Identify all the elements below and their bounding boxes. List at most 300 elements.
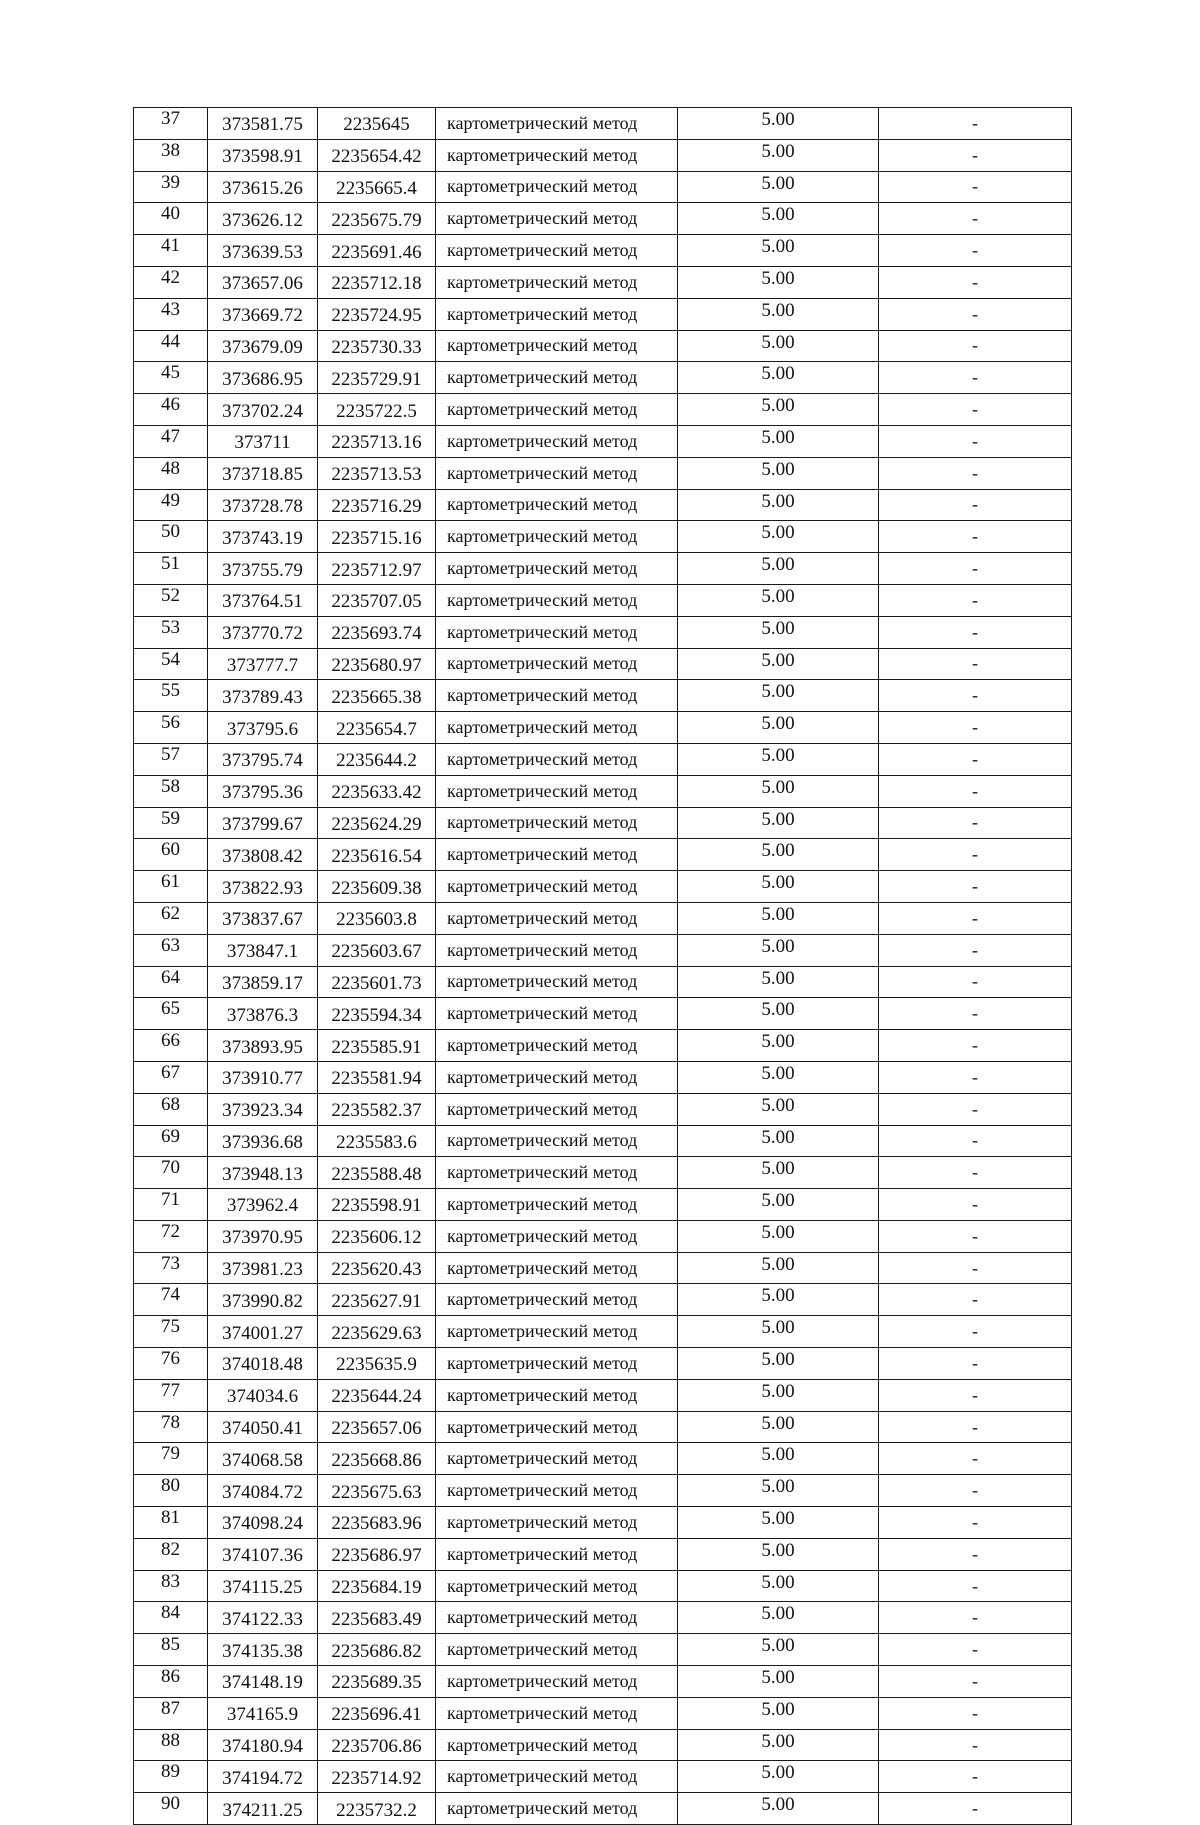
accuracy-cell: 5.00: [678, 1761, 879, 1793]
accuracy-cell: 5.00: [678, 1125, 879, 1157]
coordinate-y-cell: 2235654.42: [318, 139, 436, 171]
method-cell: картометрический метод: [436, 839, 678, 871]
accuracy-cell: 5.00: [678, 966, 879, 998]
table-row: [134, 1284, 1072, 1316]
accuracy-cell: 5.00: [678, 266, 879, 298]
note-cell: -: [879, 1125, 1072, 1157]
coordinate-x-cell: 374122.33: [208, 1602, 318, 1634]
note-cell: -: [879, 1061, 1072, 1093]
accuracy-cell: 5.00: [678, 1220, 879, 1252]
table-row: [134, 712, 1072, 744]
coordinate-y-cell: 2235657.06: [318, 1411, 436, 1443]
table-row: [134, 1220, 1072, 1252]
coordinate-y-cell: 2235624.29: [318, 807, 436, 839]
note-cell: -: [879, 1220, 1072, 1252]
method-cell: картометрический метод: [436, 680, 678, 712]
method-cell: картометрический метод: [436, 266, 678, 298]
point-number-cell: 64: [134, 966, 208, 998]
table-row: [134, 680, 1072, 712]
method-cell: картометрический метод: [436, 1316, 678, 1348]
note-cell: -: [879, 1252, 1072, 1284]
accuracy-cell: 5.00: [678, 680, 879, 712]
accuracy-cell: 5.00: [678, 457, 879, 489]
note-cell: -: [879, 1634, 1072, 1666]
coordinate-x-cell: 374084.72: [208, 1475, 318, 1507]
table-row: [134, 266, 1072, 298]
method-cell: картометрический метод: [436, 1666, 678, 1698]
method-cell: картометрический метод: [436, 966, 678, 998]
coordinate-y-cell: 2235689.35: [318, 1666, 436, 1698]
coordinate-y-cell: 2235665.4: [318, 171, 436, 203]
method-cell: картометрический метод: [436, 1634, 678, 1666]
point-number-cell: 63: [134, 934, 208, 966]
point-number-cell: 58: [134, 775, 208, 807]
table-row: [134, 1316, 1072, 1348]
accuracy-cell: 5.00: [678, 1379, 879, 1411]
coordinate-x-cell: 373718.85: [208, 457, 318, 489]
note-cell: -: [879, 1666, 1072, 1698]
coordinate-y-cell: 2235616.54: [318, 839, 436, 871]
method-cell: картометрический метод: [436, 648, 678, 680]
coordinate-x-cell: 374034.6: [208, 1379, 318, 1411]
point-number-cell: 86: [134, 1666, 208, 1698]
point-number-cell: 39: [134, 171, 208, 203]
point-number-cell: 38: [134, 139, 208, 171]
method-cell: картометрический метод: [436, 1761, 678, 1793]
table-row: [134, 934, 1072, 966]
point-number-cell: 73: [134, 1252, 208, 1284]
point-number-cell: 76: [134, 1348, 208, 1380]
table-row: [134, 743, 1072, 775]
coordinate-x-cell: 373755.79: [208, 553, 318, 585]
table-row: [134, 108, 1072, 140]
accuracy-cell: 5.00: [678, 1793, 879, 1825]
point-number-cell: 41: [134, 235, 208, 267]
point-number-cell: 49: [134, 489, 208, 521]
table-row: [134, 1125, 1072, 1157]
method-cell: картометрический метод: [436, 1379, 678, 1411]
point-number-cell: 40: [134, 203, 208, 235]
coordinate-x-cell: 374115.25: [208, 1570, 318, 1602]
point-number-cell: 81: [134, 1507, 208, 1539]
accuracy-cell: 5.00: [678, 203, 879, 235]
coordinate-x-cell: 373970.95: [208, 1220, 318, 1252]
note-cell: -: [879, 235, 1072, 267]
coordinate-x-cell: 373777.7: [208, 648, 318, 680]
accuracy-cell: 5.00: [678, 1666, 879, 1698]
coordinate-x-cell: 373581.75: [208, 108, 318, 140]
coordinate-x-cell: 373728.78: [208, 489, 318, 521]
accuracy-cell: 5.00: [678, 1061, 879, 1093]
note-cell: -: [879, 712, 1072, 744]
note-cell: -: [879, 108, 1072, 140]
table-row: [134, 457, 1072, 489]
point-number-cell: 84: [134, 1602, 208, 1634]
coordinate-y-cell: 2235707.05: [318, 584, 436, 616]
coordinate-y-cell: 2235696.41: [318, 1697, 436, 1729]
note-cell: -: [879, 553, 1072, 585]
note-cell: -: [879, 966, 1072, 998]
coordinate-x-cell: 373626.12: [208, 203, 318, 235]
point-number-cell: 88: [134, 1729, 208, 1761]
coordinate-y-cell: 2235585.91: [318, 1030, 436, 1062]
coordinate-y-cell: 2235691.46: [318, 235, 436, 267]
accuracy-cell: 5.00: [678, 998, 879, 1030]
method-cell: картометрический метод: [436, 1411, 678, 1443]
note-cell: -: [879, 457, 1072, 489]
note-cell: -: [879, 1030, 1072, 1062]
table-row: [134, 1189, 1072, 1221]
coordinate-y-cell: 2235706.86: [318, 1729, 436, 1761]
method-cell: картометрический метод: [436, 1538, 678, 1570]
coordinate-y-cell: 2235582.37: [318, 1093, 436, 1125]
note-cell: -: [879, 203, 1072, 235]
coordinate-y-cell: 2235715.16: [318, 521, 436, 553]
method-cell: картометрический метод: [436, 1061, 678, 1093]
coordinate-y-cell: 2235583.6: [318, 1125, 436, 1157]
table-row: [134, 489, 1072, 521]
accuracy-cell: 5.00: [678, 521, 879, 553]
coordinate-x-cell: 373876.3: [208, 998, 318, 1030]
point-number-cell: 78: [134, 1411, 208, 1443]
coordinate-y-cell: 2235680.97: [318, 648, 436, 680]
table-row: [134, 775, 1072, 807]
point-number-cell: 50: [134, 521, 208, 553]
point-number-cell: 45: [134, 362, 208, 394]
method-cell: картометрический метод: [436, 1348, 678, 1380]
accuracy-cell: 5.00: [678, 1252, 879, 1284]
point-number-cell: 75: [134, 1316, 208, 1348]
table-row: [134, 1697, 1072, 1729]
accuracy-cell: 5.00: [678, 1697, 879, 1729]
point-number-cell: 82: [134, 1538, 208, 1570]
table-row: [134, 235, 1072, 267]
accuracy-cell: 5.00: [678, 1634, 879, 1666]
point-number-cell: 90: [134, 1793, 208, 1825]
table-row: [134, 1030, 1072, 1062]
method-cell: картометрический метод: [436, 584, 678, 616]
method-cell: картометрический метод: [436, 553, 678, 585]
table-row: [134, 1666, 1072, 1698]
method-cell: картометрический метод: [436, 902, 678, 934]
coordinate-y-cell: 2235644.24: [318, 1379, 436, 1411]
note-cell: -: [879, 648, 1072, 680]
point-number-cell: 56: [134, 712, 208, 744]
table-row: [134, 330, 1072, 362]
coordinate-x-cell: 373837.67: [208, 902, 318, 934]
accuracy-cell: 5.00: [678, 743, 879, 775]
coordinate-y-cell: 2235714.92: [318, 1761, 436, 1793]
method-cell: картометрический метод: [436, 1443, 678, 1475]
point-number-cell: 54: [134, 648, 208, 680]
table-row: [134, 1507, 1072, 1539]
accuracy-cell: 5.00: [678, 1030, 879, 1062]
method-cell: картометрический метод: [436, 743, 678, 775]
coordinate-y-cell: 2235722.5: [318, 394, 436, 426]
accuracy-cell: 5.00: [678, 108, 879, 140]
note-cell: -: [879, 489, 1072, 521]
note-cell: -: [879, 171, 1072, 203]
method-cell: картометрический метод: [436, 1507, 678, 1539]
coordinate-x-cell: 373711: [208, 425, 318, 457]
method-cell: картометрический метод: [436, 1220, 678, 1252]
point-number-cell: 68: [134, 1093, 208, 1125]
coordinate-x-cell: 373669.72: [208, 298, 318, 330]
note-cell: -: [879, 1602, 1072, 1634]
point-number-cell: 74: [134, 1284, 208, 1316]
method-cell: картометрический метод: [436, 1570, 678, 1602]
coordinate-y-cell: 2235712.18: [318, 266, 436, 298]
accuracy-cell: 5.00: [678, 1348, 879, 1380]
accuracy-cell: 5.00: [678, 648, 879, 680]
coordinate-y-cell: 2235603.8: [318, 902, 436, 934]
method-cell: картометрический метод: [436, 203, 678, 235]
point-number-cell: 72: [134, 1220, 208, 1252]
coordinate-y-cell: 2235683.96: [318, 1507, 436, 1539]
point-number-cell: 80: [134, 1475, 208, 1507]
coordinate-y-cell: 2235645: [318, 108, 436, 140]
coordinate-x-cell: 374194.72: [208, 1761, 318, 1793]
method-cell: картометрический метод: [436, 934, 678, 966]
table-row: [134, 1093, 1072, 1125]
method-cell: картометрический метод: [436, 1252, 678, 1284]
table-row: [134, 1729, 1072, 1761]
point-number-cell: 43: [134, 298, 208, 330]
coordinate-y-cell: 2235629.63: [318, 1316, 436, 1348]
coordinate-y-cell: 2235633.42: [318, 775, 436, 807]
accuracy-cell: 5.00: [678, 807, 879, 839]
note-cell: -: [879, 521, 1072, 553]
point-number-cell: 59: [134, 807, 208, 839]
coordinate-x-cell: 373679.09: [208, 330, 318, 362]
coordinate-x-cell: 373789.43: [208, 680, 318, 712]
accuracy-cell: 5.00: [678, 1538, 879, 1570]
table-row: [134, 425, 1072, 457]
accuracy-cell: 5.00: [678, 394, 879, 426]
table-row: [134, 521, 1072, 553]
table-row: [134, 298, 1072, 330]
method-cell: картометрический метод: [436, 362, 678, 394]
method-cell: картометрический метод: [436, 871, 678, 903]
coordinate-y-cell: 2235601.73: [318, 966, 436, 998]
point-number-cell: 57: [134, 743, 208, 775]
coordinate-x-cell: 373859.17: [208, 966, 318, 998]
coordinate-x-cell: 373657.06: [208, 266, 318, 298]
coordinate-y-cell: 2235665.38: [318, 680, 436, 712]
coordinate-y-cell: 2235724.95: [318, 298, 436, 330]
accuracy-cell: 5.00: [678, 616, 879, 648]
coordinate-x-cell: 373770.72: [208, 616, 318, 648]
note-cell: -: [879, 1284, 1072, 1316]
coordinate-y-cell: 2235684.19: [318, 1570, 436, 1602]
method-cell: картометрический метод: [436, 235, 678, 267]
note-cell: -: [879, 394, 1072, 426]
point-number-cell: 51: [134, 553, 208, 585]
note-cell: -: [879, 330, 1072, 362]
method-cell: картометрический метод: [436, 807, 678, 839]
note-cell: -: [879, 425, 1072, 457]
point-number-cell: 69: [134, 1125, 208, 1157]
coordinate-x-cell: 374018.48: [208, 1348, 318, 1380]
accuracy-cell: 5.00: [678, 1507, 879, 1539]
table-row: [134, 171, 1072, 203]
point-number-cell: 52: [134, 584, 208, 616]
coordinate-x-cell: 374148.19: [208, 1666, 318, 1698]
accuracy-cell: 5.00: [678, 871, 879, 903]
table-row: [134, 1348, 1072, 1380]
point-number-cell: 42: [134, 266, 208, 298]
coordinate-y-cell: 2235675.63: [318, 1475, 436, 1507]
note-cell: -: [879, 871, 1072, 903]
coordinate-x-cell: 374211.25: [208, 1793, 318, 1825]
coordinate-y-cell: 2235588.48: [318, 1157, 436, 1189]
method-cell: картометрический метод: [436, 1157, 678, 1189]
table-row: [134, 648, 1072, 680]
point-number-cell: 47: [134, 425, 208, 457]
point-number-cell: 87: [134, 1697, 208, 1729]
point-number-cell: 53: [134, 616, 208, 648]
coordinate-y-cell: 2235732.2: [318, 1793, 436, 1825]
note-cell: -: [879, 839, 1072, 871]
point-number-cell: 46: [134, 394, 208, 426]
note-cell: -: [879, 998, 1072, 1030]
point-number-cell: 65: [134, 998, 208, 1030]
accuracy-cell: 5.00: [678, 1093, 879, 1125]
method-cell: картометрический метод: [436, 1475, 678, 1507]
point-number-cell: 77: [134, 1379, 208, 1411]
method-cell: картометрический метод: [436, 457, 678, 489]
point-number-cell: 89: [134, 1761, 208, 1793]
table-row: [134, 394, 1072, 426]
coordinate-x-cell: 374107.36: [208, 1538, 318, 1570]
method-cell: картометрический метод: [436, 425, 678, 457]
note-cell: -: [879, 1761, 1072, 1793]
coordinate-x-cell: 373743.19: [208, 521, 318, 553]
coordinate-x-cell: 373795.36: [208, 775, 318, 807]
table-row: [134, 553, 1072, 585]
table-row: [134, 1602, 1072, 1634]
point-number-cell: 37: [134, 108, 208, 140]
table-row: [134, 203, 1072, 235]
accuracy-cell: 5.00: [678, 1411, 879, 1443]
point-number-cell: 67: [134, 1061, 208, 1093]
method-cell: картометрический метод: [436, 171, 678, 203]
note-cell: -: [879, 1157, 1072, 1189]
point-number-cell: 79: [134, 1443, 208, 1475]
coordinate-y-cell: 2235716.29: [318, 489, 436, 521]
table-row: [134, 1252, 1072, 1284]
accuracy-cell: 5.00: [678, 712, 879, 744]
accuracy-cell: 5.00: [678, 171, 879, 203]
method-cell: картометрический метод: [436, 998, 678, 1030]
method-cell: картометрический метод: [436, 1602, 678, 1634]
table-row: [134, 839, 1072, 871]
accuracy-cell: 5.00: [678, 425, 879, 457]
accuracy-cell: 5.00: [678, 1475, 879, 1507]
point-number-cell: 85: [134, 1634, 208, 1666]
coordinate-y-cell: 2235713.53: [318, 457, 436, 489]
point-number-cell: 61: [134, 871, 208, 903]
coordinate-y-cell: 2235609.38: [318, 871, 436, 903]
table-row: [134, 807, 1072, 839]
method-cell: картометрический метод: [436, 1284, 678, 1316]
note-cell: -: [879, 1729, 1072, 1761]
point-number-cell: 55: [134, 680, 208, 712]
table-row: [134, 902, 1072, 934]
coordinate-x-cell: 373639.53: [208, 235, 318, 267]
coordinate-x-cell: 373598.91: [208, 139, 318, 171]
method-cell: картометрический метод: [436, 521, 678, 553]
accuracy-cell: 5.00: [678, 934, 879, 966]
note-cell: -: [879, 1570, 1072, 1602]
coordinate-y-cell: 2235654.7: [318, 712, 436, 744]
method-cell: картометрический метод: [436, 1093, 678, 1125]
method-cell: картометрический метод: [436, 1189, 678, 1221]
accuracy-cell: 5.00: [678, 1602, 879, 1634]
table-row: [134, 1761, 1072, 1793]
note-cell: -: [879, 934, 1072, 966]
coordinates-table: [133, 107, 1072, 1825]
table-row: [134, 1443, 1072, 1475]
coordinate-y-cell: 2235686.97: [318, 1538, 436, 1570]
table-row: [134, 1379, 1072, 1411]
note-cell: -: [879, 775, 1072, 807]
coordinate-y-cell: 2235713.16: [318, 425, 436, 457]
accuracy-cell: 5.00: [678, 489, 879, 521]
coordinate-x-cell: 373822.93: [208, 871, 318, 903]
accuracy-cell: 5.00: [678, 298, 879, 330]
table-row: [134, 1157, 1072, 1189]
coordinate-y-cell: 2235683.49: [318, 1602, 436, 1634]
coordinate-x-cell: 373615.26: [208, 171, 318, 203]
point-number-cell: 44: [134, 330, 208, 362]
note-cell: -: [879, 807, 1072, 839]
point-number-cell: 60: [134, 839, 208, 871]
coordinate-x-cell: 373893.95: [208, 1030, 318, 1062]
coordinate-y-cell: 2235598.91: [318, 1189, 436, 1221]
coordinate-x-cell: 373962.4: [208, 1189, 318, 1221]
method-cell: картометрический метод: [436, 616, 678, 648]
accuracy-cell: 5.00: [678, 1189, 879, 1221]
coordinate-y-cell: 2235693.74: [318, 616, 436, 648]
coordinate-y-cell: 2235635.9: [318, 1348, 436, 1380]
accuracy-cell: 5.00: [678, 1443, 879, 1475]
coordinates-table-body: [134, 108, 1072, 1825]
coordinate-y-cell: 2235594.34: [318, 998, 436, 1030]
point-number-cell: 71: [134, 1189, 208, 1221]
coordinate-y-cell: 2235606.12: [318, 1220, 436, 1252]
coordinate-x-cell: 374165.9: [208, 1697, 318, 1729]
point-number-cell: 70: [134, 1157, 208, 1189]
coordinate-y-cell: 2235730.33: [318, 330, 436, 362]
method-cell: картометрический метод: [436, 298, 678, 330]
note-cell: -: [879, 1411, 1072, 1443]
table-row: [134, 871, 1072, 903]
table-row: [134, 1570, 1072, 1602]
coordinate-x-cell: 373923.34: [208, 1093, 318, 1125]
table-row: [134, 998, 1072, 1030]
accuracy-cell: 5.00: [678, 1157, 879, 1189]
table-row: [134, 1411, 1072, 1443]
coordinate-x-cell: 374180.94: [208, 1729, 318, 1761]
accuracy-cell: 5.00: [678, 1729, 879, 1761]
coordinate-x-cell: 374068.58: [208, 1443, 318, 1475]
note-cell: -: [879, 1093, 1072, 1125]
coordinate-x-cell: 373795.74: [208, 743, 318, 775]
method-cell: картометрический метод: [436, 489, 678, 521]
coordinate-y-cell: 2235729.91: [318, 362, 436, 394]
accuracy-cell: 5.00: [678, 839, 879, 871]
